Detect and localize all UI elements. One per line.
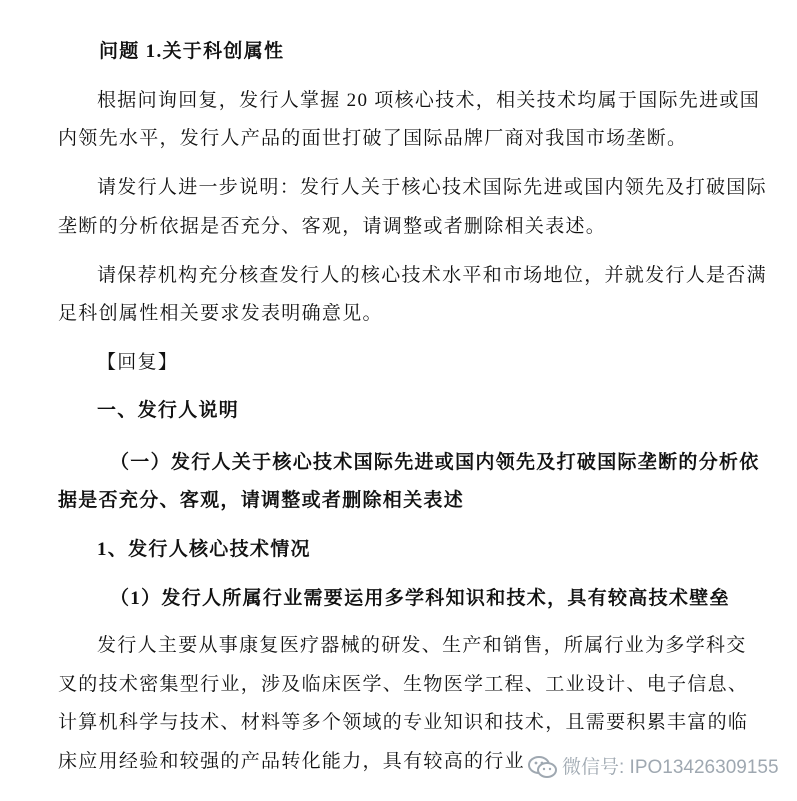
paragraph-line: 垄断的分析依据是否充分、客观，请调整或者删除相关表述。 <box>58 216 607 237</box>
watermark-text: 微信号: IPO13426309155 <box>562 757 779 778</box>
wechat-watermark <box>528 751 788 785</box>
reply-tag: 【回复】 <box>97 352 179 373</box>
item-subheading: （1）发行人所属行业需要运用多学科知识和技术，具有较高技术壁垒 <box>110 588 730 609</box>
subsection-heading: 据是否充分、客观，请调整或者删除相关表述 <box>58 490 465 511</box>
subsection-heading: （一）发行人关于核心技术国际先进或国内领先及打破国际垄断的分析依 <box>110 452 760 473</box>
paragraph-line: 请保荐机构充分核查发行人的核心技术水平和市场地位，并就发行人是否满 <box>97 265 767 286</box>
wechat-icon <box>528 755 558 781</box>
paragraph-line: 内领先水平，发行人产品的面世打破了国际品牌厂商对我国市场垄断。 <box>58 128 688 149</box>
paragraph-line: 计算机科学与技术、材料等多个领域的专业知识和技术，且需要积累丰富的临 <box>58 712 749 733</box>
paragraph-line: 根据问询回复，发行人掌握 20 项核心技术，相关技术均属于国际先进或国 <box>97 90 761 111</box>
paragraph-line: 叉的技术密集型行业，涉及临床医学、生物医学工程、工业设计、电子信息、 <box>58 674 749 695</box>
paragraph-line: 足科创属性相关要求发表明确意见。 <box>58 303 383 324</box>
paragraph-line: 请发行人进一步说明：发行人关于核心技术国际先进或国内领先及打破国际 <box>97 177 767 198</box>
paragraph-line: 发行人主要从事康复医疗器械的研发、生产和销售，所属行业为多学科交 <box>97 635 747 656</box>
item-heading: 1、发行人核心技术情况 <box>97 539 311 560</box>
question-heading: 问题 1.关于科创属性 <box>99 41 285 62</box>
section-heading: 一、发行人说明 <box>97 400 240 421</box>
paragraph-line: 床应用经验和较强的产品转化能力，具有较高的行业 <box>58 751 525 772</box>
